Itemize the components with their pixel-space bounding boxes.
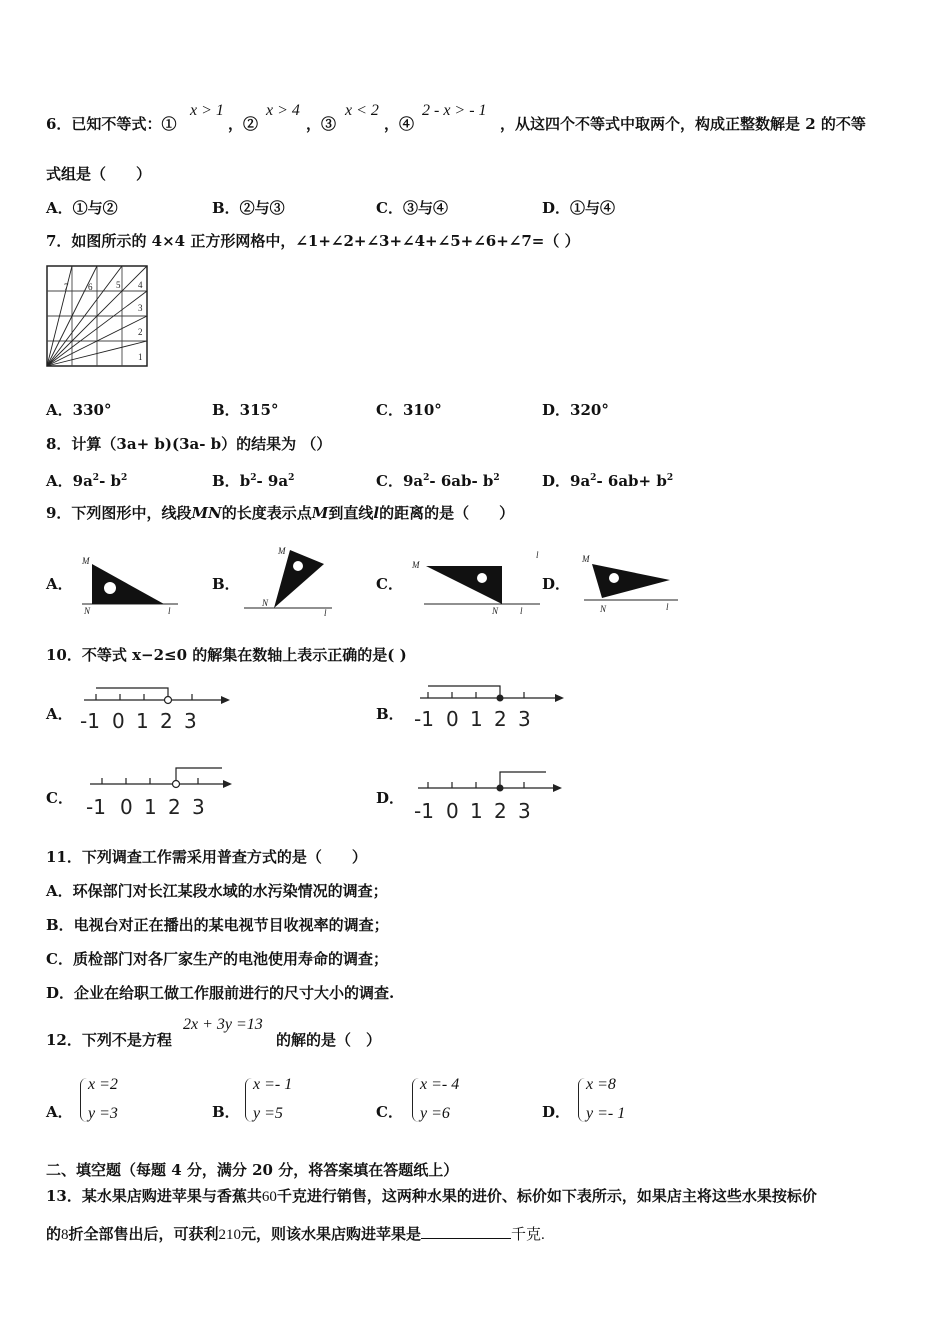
q6-intro: 6．已知不等式：① [46,115,177,133]
q6-line1 [46,114,176,134]
svg-text:l: l [520,606,523,616]
svg-text:3: 3 [184,709,197,733]
q7-option-d: D．320° [542,401,609,419]
q11-stem: 11．下列调查工作需采用普查方式的是（ ） [46,848,367,866]
q8-stem: 8．计算（3a+ b)(3a- b）的结果为 （） [46,435,332,453]
q6-ineq2: x > 4 [266,102,300,119]
q10-option-b: B． [376,705,404,723]
q10-stem: 10．不等式 x−2≤0 的解集在数轴上表示正确的是( ) [46,646,407,664]
q12-option-a-row2: y =3 [88,1105,118,1122]
q8-option-d: D．$9a^2-$ $6ab+ b^2$ [542,472,674,490]
q7-angle-7: 7 [64,282,69,292]
q11-option-c: C．质检部门对各厂家生产的电池使用寿命的调查； [46,950,388,968]
svg-text:2: 2 [168,795,181,819]
q6-ineq3: x < 2 [345,102,379,119]
q6-ineq4: 2 - x > - 1 [422,102,487,119]
q7-angle-5: 5 [116,280,121,290]
svg-text:N: N [492,606,499,616]
svg-text:N: N [600,604,607,614]
q10-option-c: C． [46,789,73,807]
q10-numberline-a [76,680,236,736]
q12-option-b-row1: x =- 1 [253,1076,293,1093]
q12-option-b-label: B． [212,1103,240,1121]
svg-text:3: 3 [518,799,531,822]
q9-figure-c [408,550,546,620]
svg-text:l: l [168,606,171,616]
q10-option-a: A． [46,705,73,723]
svg-text:1: 1 [144,795,157,819]
q7-angle-4: 4 [138,280,143,290]
q10-numberline-b [412,676,572,732]
q7-angle-6: 6 [88,282,93,292]
svg-text:0: 0 [446,799,459,822]
q12-option-b-brace [245,1078,252,1122]
q12-option-c-row1: x =- 4 [420,1076,460,1093]
q7-option-a: A．330° [46,401,112,419]
q8-option-b: B．$b^2-$ $9a^2$ [212,472,295,490]
q9-figure-b [240,544,336,620]
svg-text:-1: -1 [80,709,100,733]
q6-option-a: A．①与② [46,199,118,217]
q12-option-d-brace [578,1078,585,1122]
q13-line1: 13．某水果店购进苹果与香蕉共60千克进行销售，这两种水果的进价、标价如下表所示，如果店主将这些水果按标价 [46,1187,817,1205]
svg-text:2: 2 [494,799,507,822]
svg-text:N: N [262,598,269,608]
q8-option-a: A．$9a^2-$ $b^2$ [46,472,128,490]
q9-figure-a [78,554,182,618]
svg-text:-1: -1 [414,707,434,731]
q7-grid-figure [46,264,152,368]
q10-numberline-c [86,762,246,820]
q12-stem-b: 的解的是（ ） [276,1031,382,1049]
q8-option-c: C．$9a^2-$ 6ab- $b^2$ [376,472,500,490]
svg-text:M: M [82,556,90,566]
q7-angle-3: 3 [138,303,143,313]
svg-text:N: N [84,606,91,616]
q12-option-d-label: D． [542,1103,571,1121]
q6-sep2: ，② [228,115,259,133]
svg-text:3: 3 [192,795,205,819]
q12-stem-a: 12．下列不是方程 [46,1031,172,1049]
section2-title: 二、填空题（每题 4 分，满分 20 分，将答案填在答题纸上） [46,1161,459,1179]
svg-text:3: 3 [518,707,531,731]
svg-text:l: l [536,550,539,560]
q10-option-d: D． [376,789,405,807]
svg-text:M: M [582,554,590,564]
q11-option-d: D．企业在给职工做工作服前进行的尺寸大小的调查. [46,984,395,1002]
q12-option-d-row1: x =8 [586,1076,616,1093]
q9-option-b: B． [212,575,240,593]
q6-sep4: ，④ [384,115,415,133]
q12-option-c-label: C． [376,1103,403,1121]
svg-text:2: 2 [494,707,507,731]
svg-text:1: 1 [470,799,483,822]
q6-option-d: D．①与④ [542,199,616,217]
svg-text:M: M [278,546,286,556]
q6-option-c: C．③与④ [376,199,448,217]
svg-text:0: 0 [446,707,459,731]
q9-stem: 9．下列图形中，线段MN的长度表示点M到直线l的距离的是（ ） [46,504,515,522]
svg-text:l: l [324,608,327,618]
q7-option-c: C．310° [376,401,442,419]
q7-option-b: B．315° [212,401,279,419]
svg-text:2: 2 [160,709,173,733]
svg-text:-1: -1 [86,795,106,819]
q12-option-d-row2: y =- 1 [586,1105,626,1122]
q12-option-a-brace [80,1078,87,1122]
q10-numberline-d [412,764,572,822]
svg-text:-1: -1 [414,799,434,822]
svg-text:0: 0 [120,795,133,819]
q11-option-b: B．电视台对正在播出的某电视节目收视率的调查； [46,916,389,934]
q7-stem: 7．如图所示的 4×4 正方形网格中，∠1+∠2+∠3+∠4+∠5+∠6+∠7=（ ） [46,232,580,250]
q12-option-b-row2: y =5 [253,1105,283,1122]
q6-ineq1: x > 1 [190,102,224,119]
svg-text:l: l [666,602,669,612]
svg-text:M: M [412,560,420,570]
q13-answer-blank[interactable] [421,1224,511,1239]
q7-angle-2: 2 [138,327,143,337]
q6-option-b: B．②与③ [212,199,285,217]
q12-equation: 2x + 3y =13 [183,1016,263,1033]
q7-angle-1: 1 [138,352,143,362]
q12-option-c-row2: y =6 [420,1105,450,1122]
q9-option-d: D． [542,575,571,593]
q9-option-a: A． [46,575,73,593]
q12-option-a-label: A． [46,1103,73,1121]
q12-option-a-row1: x =2 [88,1076,118,1093]
q12-option-c-brace [412,1078,419,1122]
q6-sep3: ，③ [306,115,337,133]
q9-figure-d [578,552,682,616]
q11-option-a: A．环保部门对长江某段水域的水污染情况的调查； [46,882,388,900]
q6-line2: 式组是（ ） [46,165,152,183]
svg-text:0: 0 [112,709,125,733]
svg-text:1: 1 [470,707,483,731]
svg-text:1: 1 [136,709,149,733]
q13-line2: 的8折全部售出后，可获利210元，则该水果店购进苹果是 千克. [46,1225,545,1243]
q9-option-c: C． [376,575,403,593]
q6-rest: ，从这四个不等式中取两个，构成正整数解是 2 的不等 [500,115,866,133]
